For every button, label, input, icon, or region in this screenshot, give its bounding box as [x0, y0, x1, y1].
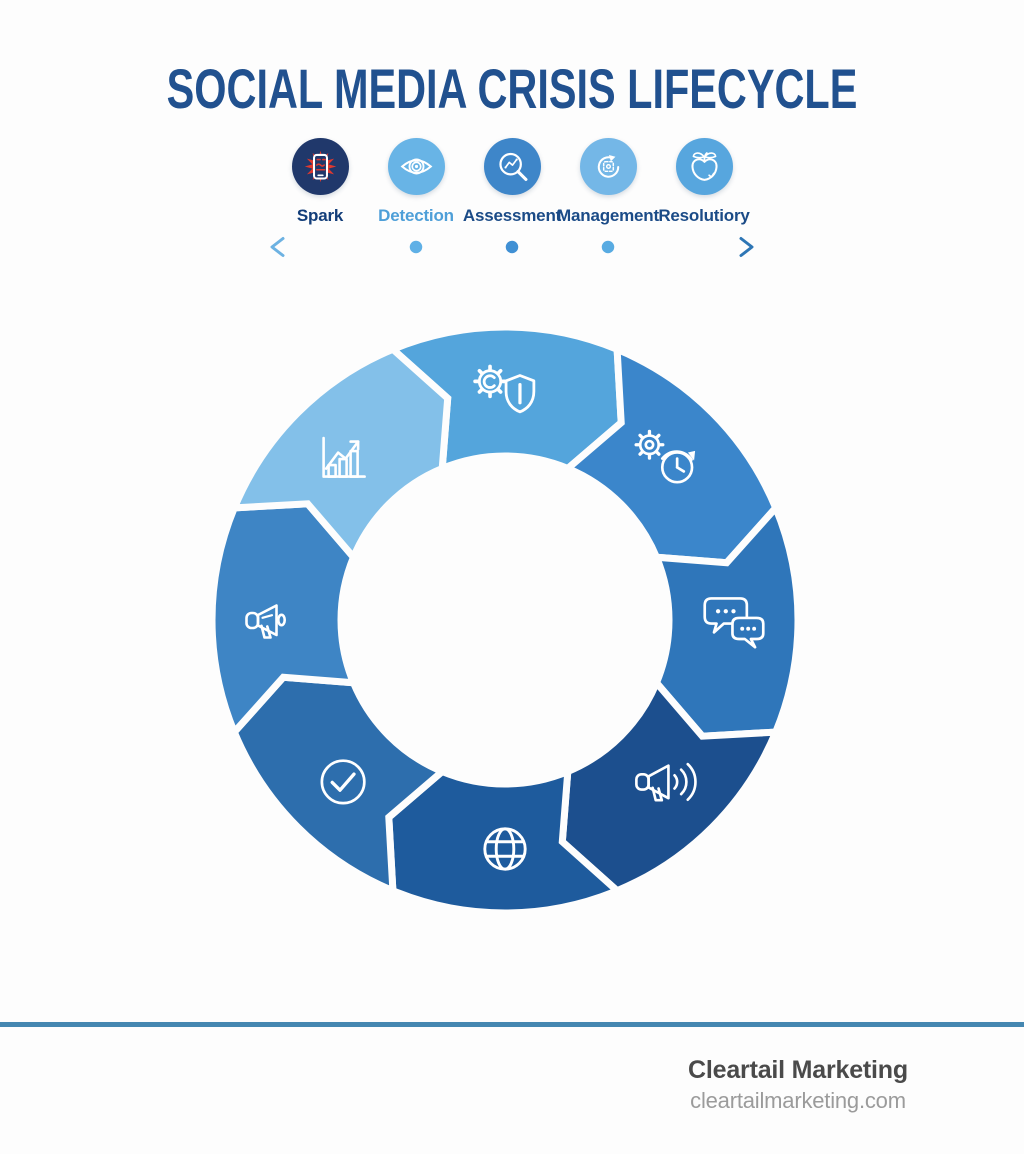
timeline-dot-2	[504, 239, 520, 255]
timeline-dot-1	[408, 239, 424, 255]
crisis-cycle-diagram	[195, 310, 815, 930]
stage-item-resolutiory	[656, 138, 752, 226]
stage-label: Detection	[378, 206, 454, 225]
stage-label: Spark	[296, 206, 344, 225]
brand-website: cleartailmarketing.com	[690, 1088, 906, 1113]
magnifier-chart-icon	[494, 148, 531, 185]
stage-label: Management	[557, 206, 659, 225]
stage-label: Resolutiory	[658, 206, 750, 225]
stage-item-spark	[272, 138, 368, 226]
stage-item-detection	[368, 138, 464, 226]
stage-item-management	[557, 138, 659, 226]
stage-circle	[676, 138, 733, 195]
stage-circle	[484, 138, 541, 195]
footer-rule	[0, 1022, 1024, 1027]
apple-icon	[686, 148, 723, 185]
stage-item-assessment	[464, 138, 560, 226]
timeline-dot-3	[600, 239, 616, 255]
stage-row	[272, 138, 752, 226]
stage-circle	[292, 138, 349, 195]
stage-label: Assessment	[462, 206, 562, 225]
page-title: SOCIAL MEDIA CRISIS LIFECYCLE	[166, 57, 858, 120]
stage-circle	[388, 138, 445, 195]
cycle-arrows-icon	[590, 148, 627, 185]
stage-circle	[580, 138, 637, 195]
footer	[670, 1056, 926, 1114]
phone-alert-icon	[302, 148, 339, 185]
eye-icon	[398, 148, 435, 185]
brand-name: Cleartail Marketing	[688, 1056, 908, 1084]
timeline-arrow	[0, 231, 1024, 267]
